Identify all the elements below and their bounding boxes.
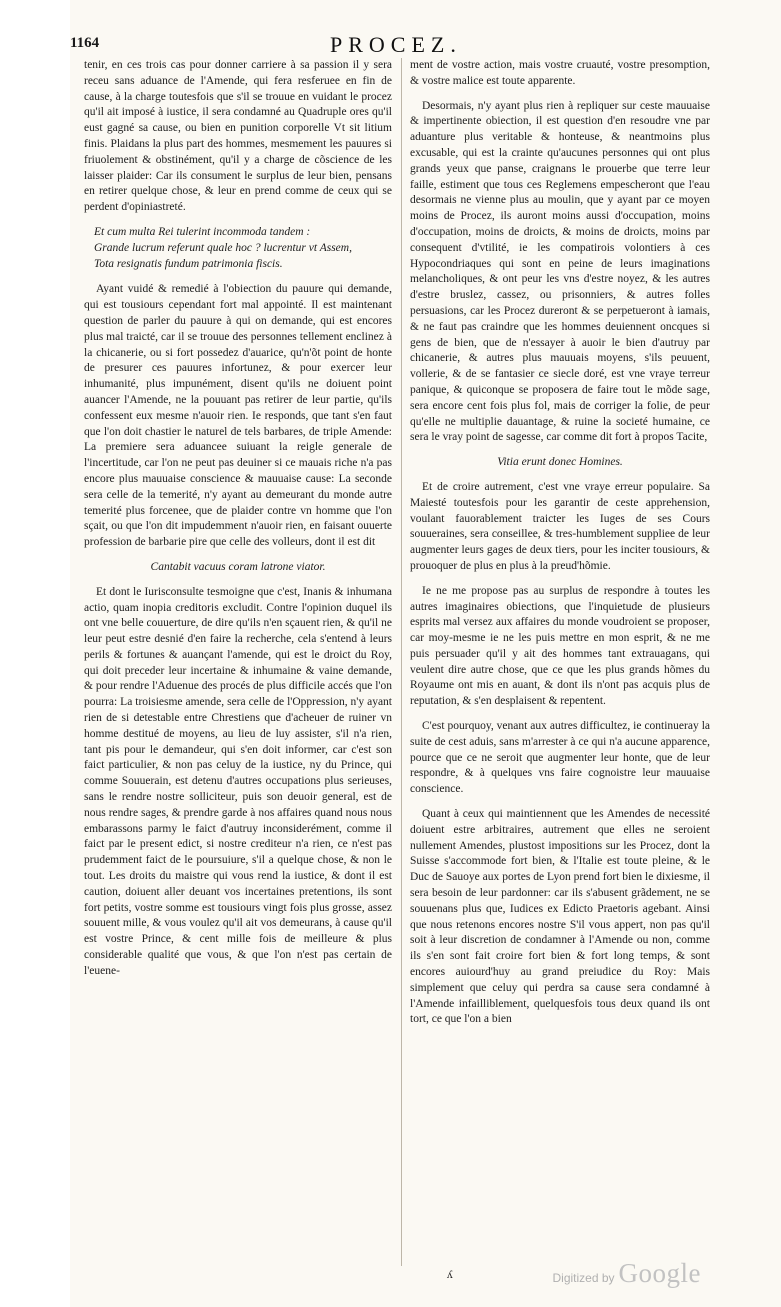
paragraph: tenir, en ces trois cas pour donner carriere à sa passion il y sera receu sans aduance de l'Amende, qui fera resferuee en fin de cause, à la charge toutesfois que s'il se trouue en vuidant le procez qu'il ait imposé à iustice, il sera condamné au Quadruple ores qu'il eust gagné sa cause, ou bien en punition corporelle Vt sit litium finis. Plaidans la plus part des hommes, mesmement les pauures si friuolement & obstinément, qu'il y a charge de cõscience de les laisser plaider: Car ils consument le surplus de leur bien, pensans en retirer quelque chose, & leur en prend comme de ceux qui se perdent d'opiniastreté. [84,59,392,214]
paragraph: ment de vostre action, mais vostre cruauté, vostre presomption, & vostre malice est toute apparente. [410,59,710,87]
quote-line: Grande lucrum referunt quale hoc ? lucrentur vt Assem, [94,241,352,254]
quote-line: Et cum multa Rei tulerint incommoda tandem : [94,225,311,238]
column-divider [401,58,402,1266]
quote-line: Tota resignatis fundum patrimonia fiscis. [94,257,283,270]
digitized-by-label: Digitized by [552,1271,615,1285]
page-number: 1164 [70,35,100,51]
right-column [410,58,710,1037]
signature-mark: ʎ [447,1270,453,1281]
paragraph: Ie ne me propose pas au surplus de respondre à toutes les autres imaginaires obiections, que l'inquietude de plusieurs esprits mal versez aux affaires du monde voudroient se proposer, car moy-mesme ie ne les puis mettre en mon esprit, & ne me puis persuader qu'il y ait des hommes tant extrauagans, qui veulent dire autre chose, que ce que les plus grands hõmes du Royaume ont mis en auant, & dont ils n'ont pas acquis plus de reputation, & s'en desplaisent & repentent. [410,584,710,708]
latin-quote: Cantabit vacuus coram latrone viator. [150,560,326,573]
latin-quote: Vitia erunt donec Homines. [497,456,623,469]
paragraph: Ayant vuidé & remedié à l'obiection du pauure qui demande, qui est tousiours cependant fort mal appointé. Il est maintenant question de parler du pauure à qui on demande, qui est encores plus mal traicté, car il se trouue des personnes tellement enclinez à la chicanerie, ou si fort possedez d'auarice, qu'n'õt point de honte de presurer ces pauures infortunez, & pour exercer leur inhumanité, plus impunément, disent qu'ils ne doiuent point auancer l'Amende, ne la pouuant pas retirer de leur partie, qu'ils confessent eux mesme n'auoir rien. Ie responds, que tant s'en faut que l'on doit chastier le naturel de tels barbares, de triple Amende: La premiere sera aduancee suiuant la reigle generale de l'incertitude, car l'on ne peut pas deuiner si ce mauais riche n'a pas encore plus mauuaise conscience & mauuaise cause: La seconde sera celle de la temerité, n'y ayant au demeurant du monde autre temerité plus forcenee, que de plaider contre vn homme que l'on sçait, ou que l'on dit impudemment n'auoir rien, en faisant ouuerte profession de barbarie pire que celle des volleurs, dont il est dit [84,283,392,549]
paragraph: Et de croire autrement, c'est vne vraye erreur populaire. Sa Maiesté toutesfois pour les garantir de ceste apprehension, voulant fauorablement traicter les Iuges de ses Cours souueraines, sera conseillee, & tres-humblement suppliee de leur augmenter leurs gages de deux tiers, pour les inciter tousiours, & prouoquer de plus en plus à la preud'hõmie. [410,480,710,572]
paragraph: C'est pourquoy, venant aux autres difficultez, ie continueray la suite de cest aduis, sans m'arrester à ce qui n'a aucune apparence, pource que ce ne seroit que augmenter leur honte, que de leur respondre, & à quelques vns faire cognoistre leur mauuaise conscience. [410,720,710,796]
paragraph: Et dont le Iurisconsulte tesmoigne que c'est, Inanis & inhumana actio, quam inopia creditoris excludit. Contre l'opinion duquel ils ont vne belle couuerture, de dire qu'ils n'en sçauent rien, & qu'il ne leur peut estre desnié d'en faire la recherche, cela s'entend à leurs perils & fortunes & auançant l'amende, qui est le droict du Roy, qui doit preceder leur incertaine & inhumaine & vaine demande, & pour rendre l'Aduenue des procés de plus difficile accés que l'on pourra: La troisiesme amende, sera celle de l'Oppression, n'y ayant rien de si detestable entre Chrestiens que d'acheuer de ruiner vn homme destitué de moyens, au lieu de luy assister, s'il n'a rien, tant pis pour le demandeur, qui s'en doit informer, car c'est son faict particulier, & non pas celuy de la iustice, ny du Prince, qui comme Souuerain, est detenu d'autres occupations plus serieuses, sans le rendre nostre solliciteur, puis son deuoir general, est de nous rendre sages, & prendre garde à nos affaires quand nous nous embarassons parmy le faict d'autruy inconsiderément, comme il faict par le present edict, si nostre crediteur n'a rien, ce n'est pas prudemment faict de le poursuiure, s'il a quelque chose, & non le tout. Les droits du maistre qui vous rend la iustice, & dont il est caution, doiuent aller deuant vos incertaines pretentions, ils sont fort petits, vostre somme est tousiours vingt fois plus grosse, assez souuent mille, & vous voulez qu'il ait vos demeurans, à cause qu'il est vostre Prince, & cent mille fois de meilleure & plus considerable qualité que vous, & que l'on n'est pas certain de l'euene- [84,585,392,977]
page-header [70,32,710,56]
paragraph: Quant à ceux qui maintiennent que les Amendes de necessité doiuent estre arbitraires, autrement que elles ne seroient nullement Amendes, plustost impositions sur les Procez, dont la Suisse s'accommode fort bien, & l'Italie est toute pleine, & le Duc de Sauoye aux portes de Lyon prend fort bien le dixiesme, il sera besoin de leur pardonner: car ils s'abusent grãdement, ne se souuenans plus que, Iudices ex Edicto Praetoris agebant. Ainsi que nous retenons encores nostre S'il vous appert, non pas qu'il soit à leur discretion de condamner à l'Amende ou non, comme ils s'en sont fait croire fort bien & fort long temps, & sont encores auiourd'huy au grand preiudice du Roy: Mais simplement que celuy qui perdra sa cause sera condamné à l'Amende infailliblement, quelquesfois tous deux quand ils ont tort, ce que l'on a bien [410,808,710,1026]
paragraph: Desormais, n'y ayant plus rien à repliquer sur ceste mauuaise & impertinente obiection, il est question d'en resoudre vne par aduanture plus veritable & honteuse, & neantmoins plus excusable, qui est la crainte qu'aucunes personnes qui ont plus grands yeux que panse, craignans le prouerbe que terre leur faille, estiment que tous ces Reglemens empescheront que l'eau desormais ne vienne plus au moulin, que y ayant par ce moyen moins de Procez, ils auront moins aussi d'occupation, moins d'occupation, moins de droicts, & moins de droicts, moins par consequent d'vtilité, ie les compatirois volontiers à ces Hypocondriaques qui sont en peine de leurs imaginations melancholiques, & ont peur les vns d'estre noyez, & les autres d'estre bruslez, cassez, ou prisonniers, & autres folles persuasions, car les Procez dureront & se perpetueront à iamais, & ne faut pas craindre que les hommes deuiennent oncques si gens de bien, que de n'essayer à auoir le bien d'autruy par chicanerie, & autres plus mauuais moyens, s'ils peuuent, vollerie, & de se fantasier ce siecle doré, est vne vraye terreur panique, & quiconque se proposera de faire tout le mõde sage, sera encore cent fois plus fol, mais de corriger la folie, de peur qu'elle ne multiplie dauantage, & ruine la societé humaine, ce sera le vray point de sagesse, car comme dit fort à propos Tacite, [410,99,710,444]
digitized-by-watermark [552,1258,701,1289]
left-column [84,58,392,989]
running-head: PROCEZ. [330,32,462,57]
latin-quote [84,225,392,272]
google-logo: Google [618,1258,701,1288]
